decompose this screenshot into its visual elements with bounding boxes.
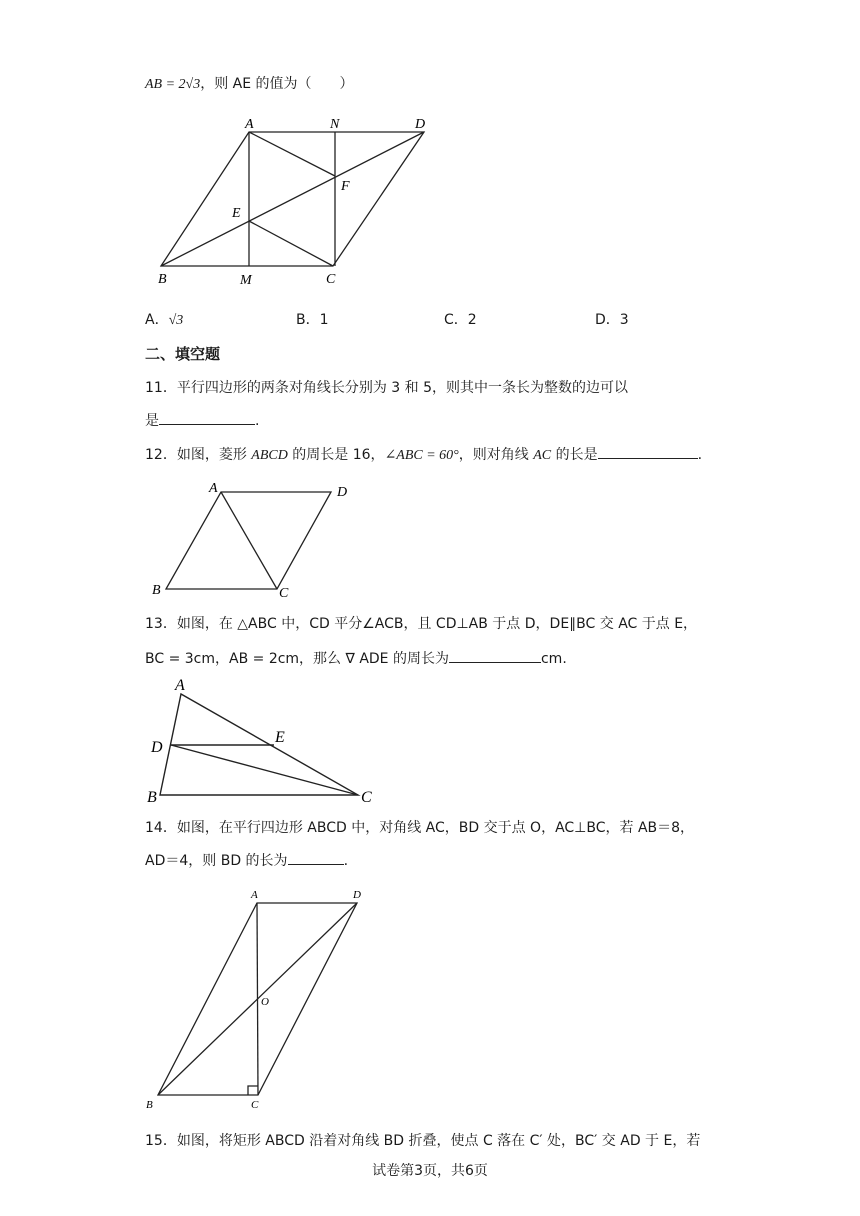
q12-text-a: 如图，菱形 bbox=[176, 447, 252, 463]
q10-diagonal-bd bbox=[161, 132, 424, 266]
q11-line2 bbox=[145, 410, 259, 431]
q11-number: 11． bbox=[145, 380, 177, 396]
q10-label-d: D bbox=[415, 117, 426, 132]
q10-label-b: B bbox=[158, 272, 167, 287]
q15-number: 15． bbox=[145, 1133, 177, 1149]
q12-line bbox=[145, 444, 702, 466]
q11-answer-blank[interactable] bbox=[159, 410, 255, 425]
q12-ac: AC bbox=[533, 448, 552, 463]
option-label: B． bbox=[296, 312, 320, 328]
q12-diagonal-ac bbox=[221, 492, 277, 589]
q10-segment-af bbox=[249, 132, 335, 176]
q14-label-a: A bbox=[251, 889, 258, 901]
section-title-fill-blank: 二、填空题 bbox=[145, 345, 221, 363]
q13-text-a: BC = 3cm，AB = 2cm，那么 ∇ ADE 的周长为 bbox=[145, 651, 449, 667]
q12-angle: ∠ABC = 60° bbox=[384, 448, 459, 463]
q13-label-c: C bbox=[361, 789, 372, 806]
option-value: 1 bbox=[319, 312, 329, 328]
option-label: C． bbox=[444, 312, 468, 328]
q14-label-o: O bbox=[261, 996, 269, 1008]
q10-question-text: ，则 AE 的值为（ ） bbox=[200, 76, 354, 92]
q12-label-d: D bbox=[337, 485, 348, 500]
q13-text: 如图，在 △ABC 中，CD 平分∠ACB，且 CD⊥AB 于点 D，DE∥BC 交 AC 于点 E， bbox=[176, 616, 698, 632]
q13-label-d: D bbox=[151, 739, 163, 756]
figure-q12-rhombus bbox=[145, 478, 370, 603]
q12-text-c: ，则对角线 bbox=[458, 447, 534, 463]
q12-label-c: C bbox=[279, 586, 289, 601]
q10-label-a: A bbox=[245, 117, 254, 132]
q14-end: . bbox=[343, 853, 349, 869]
q14-line1 bbox=[145, 818, 694, 838]
q10-option-c[interactable] bbox=[444, 310, 477, 330]
q13-answer-blank[interactable] bbox=[449, 648, 541, 663]
q14-right-angle-mark bbox=[248, 1086, 258, 1095]
q13-label-b: B bbox=[147, 789, 157, 806]
q12-label-a: A bbox=[209, 481, 218, 496]
q14-text-a: AD＝4，则 BD 的长为 bbox=[145, 853, 288, 869]
q15-text: 如图，将矩形 ABCD 沿着对角线 BD 折叠，使点 C 落在 C′ 处，BC′ 交 AD 于 E，若 bbox=[176, 1133, 701, 1149]
q12-abcd: ABCD bbox=[251, 448, 288, 463]
figure-q10-parallelogram bbox=[150, 112, 440, 287]
option-label: D． bbox=[595, 312, 620, 328]
page-footer: 试卷第3页，共6页 bbox=[372, 1163, 488, 1179]
q11-suffix: . bbox=[255, 413, 260, 429]
q14-label-d: D bbox=[353, 889, 361, 901]
q12-answer-blank[interactable] bbox=[598, 444, 698, 459]
q11-line1 bbox=[145, 378, 628, 398]
q10-condition bbox=[145, 74, 354, 95]
q12-end: . bbox=[697, 447, 703, 463]
q15-line1 bbox=[145, 1131, 700, 1151]
q13-line2 bbox=[145, 648, 567, 669]
q14-label-b: B bbox=[146, 1099, 153, 1111]
q12-text-b: 的周长是 16， bbox=[287, 447, 385, 463]
q14-answer-blank[interactable] bbox=[288, 850, 344, 865]
q10-option-b[interactable] bbox=[296, 310, 329, 330]
q11-text: 平行四边形的两条对角线长分别为 3 和 5，则其中一条长为整数的边可以 bbox=[176, 380, 628, 396]
q10-label-m: M bbox=[240, 273, 252, 287]
q14-number: 14． bbox=[145, 820, 177, 836]
option-value: √3 bbox=[168, 313, 184, 328]
q13-line1 bbox=[145, 614, 697, 634]
q10-label-c: C bbox=[326, 272, 336, 287]
q10-option-d[interactable] bbox=[595, 310, 629, 330]
q12-text-d: 的长是 bbox=[551, 447, 598, 463]
q13-label-a: A bbox=[175, 677, 185, 694]
q13-unit: cm. bbox=[540, 651, 567, 667]
q12-number: 12． bbox=[145, 447, 177, 463]
q11-prefix: 是 bbox=[145, 413, 159, 429]
option-value: 2 bbox=[467, 312, 477, 328]
q13-segment-dc bbox=[171, 745, 358, 795]
q10-label-n: N bbox=[330, 117, 340, 132]
q10-label-e: E bbox=[232, 206, 241, 221]
q12-label-b: B bbox=[152, 583, 161, 598]
q14-text: 如图，在平行四边形 ABCD 中，对角线 AC，BD 交于点 O，AC⊥BC，若 AB＝8， bbox=[176, 820, 695, 836]
figure-q14-parallelogram bbox=[140, 884, 380, 1114]
figure-q13-triangle bbox=[145, 674, 385, 809]
option-label: A． bbox=[145, 312, 169, 328]
q14-label-c: C bbox=[251, 1099, 259, 1111]
q10-label-f: F bbox=[341, 179, 350, 194]
q13-number: 13． bbox=[145, 616, 177, 632]
q10-option-a[interactable] bbox=[145, 310, 183, 331]
q10-segment-ec bbox=[249, 221, 333, 266]
q10-ab-expression: AB = 2√3 bbox=[145, 77, 201, 92]
option-value: 3 bbox=[619, 312, 629, 328]
q13-label-e: E bbox=[275, 729, 285, 746]
q14-line2 bbox=[145, 850, 348, 871]
